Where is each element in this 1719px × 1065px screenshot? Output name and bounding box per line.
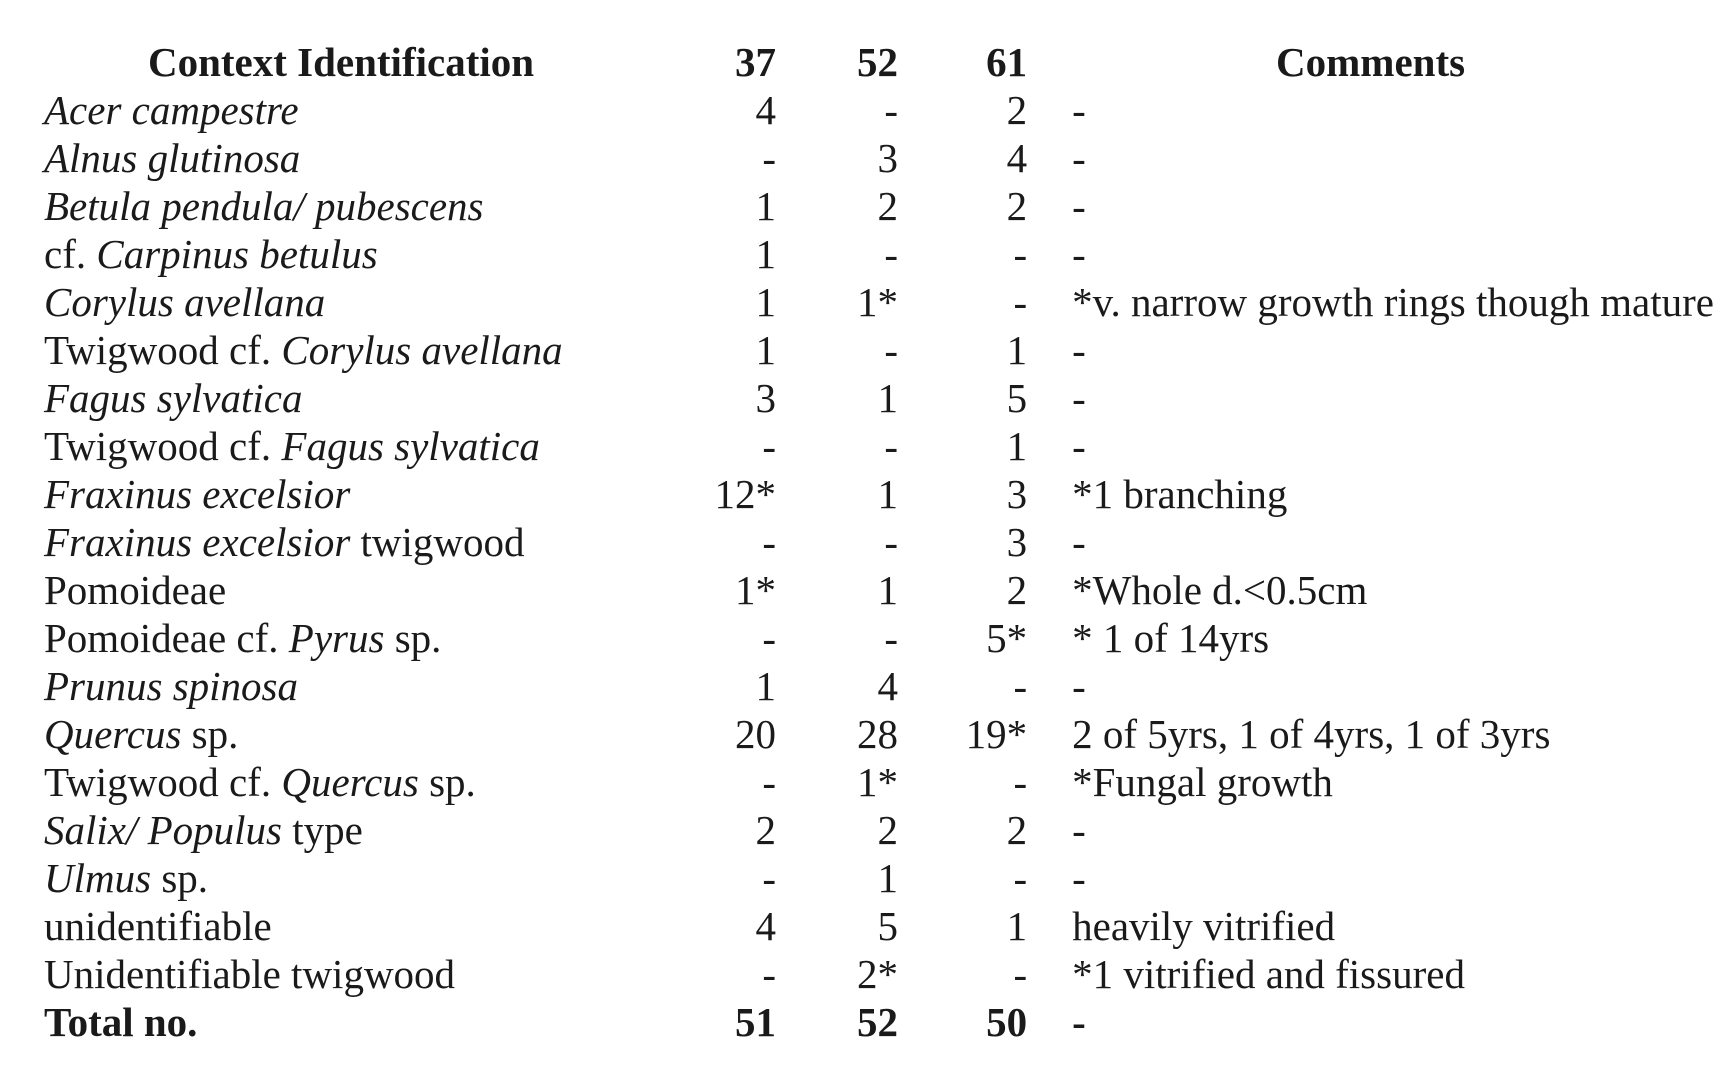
table-row [44, 902, 1714, 950]
table-row [44, 566, 1714, 614]
cell-taxon-name [44, 374, 638, 422]
taxon-name-italic: Alnus glutinosa [44, 134, 301, 181]
cell-context-52: - [884, 614, 898, 661]
cell-context-61: 1 [1006, 902, 1028, 949]
cell-context-37: 3 [755, 374, 777, 421]
cell-taxon-name [44, 950, 638, 998]
cell-comment: - [1072, 422, 1086, 469]
taxon-name-text: Unidentifiable twigwood [44, 950, 456, 997]
document-page [44, 38, 1714, 1046]
cell-context-37: - [762, 854, 777, 901]
total-label: Total no. [44, 998, 198, 1045]
cell-context-61: - [1013, 662, 1028, 709]
cell-context-61: - [1013, 950, 1028, 997]
cell-taxon-name [44, 182, 638, 230]
taxon-name-text: sp. [384, 614, 442, 661]
taxon-name-text: Twigwood cf. [44, 422, 282, 469]
cell-context-61: 5* [986, 614, 1028, 661]
cell-comment: *Fungal growth [1072, 758, 1333, 805]
taxon-name-italic: Fraxinus excelsior [44, 470, 351, 517]
taxon-name-text: cf. [44, 230, 97, 277]
cell-taxon-name [44, 230, 638, 278]
cell-taxon-name [44, 614, 638, 662]
taxon-name-italic: Pyrus [288, 614, 385, 661]
table-row [44, 86, 1714, 134]
cell-context-52: - [884, 518, 898, 565]
cell-taxon-name [44, 326, 638, 374]
cell-context-52: - [884, 422, 898, 469]
cell-context-37: - [762, 134, 777, 181]
total-context-37: 51 [735, 998, 777, 1045]
taxon-name-italic: Ulmus [44, 854, 152, 901]
table-row [44, 662, 1714, 710]
cell-context-37: 1* [735, 566, 777, 613]
table-row [44, 182, 1714, 230]
cell-context-37: - [762, 950, 777, 997]
cell-taxon-name [44, 470, 638, 518]
cell-context-52: 2* [857, 950, 898, 997]
cell-comment: *1 branching [1072, 470, 1288, 517]
taxon-name-italic: Betula pendula/ pubescens [44, 182, 484, 229]
table-row [44, 710, 1714, 758]
cell-taxon-name [44, 566, 638, 614]
cell-comment: - [1072, 182, 1086, 229]
taxon-name-text: Pomoideae [44, 566, 227, 613]
taxon-name-text: type [282, 806, 363, 853]
cell-taxon-name [44, 902, 638, 950]
header-row [44, 38, 1714, 86]
header-comments: Comments [1276, 38, 1466, 85]
table-row [44, 518, 1714, 566]
taxon-name-italic: Salix/ Populus [44, 806, 283, 853]
cell-context-37: 1 [755, 326, 777, 373]
taxon-name-italic: Fraxinus excelsior [44, 518, 351, 565]
cell-context-37: 2 [755, 806, 777, 853]
total-context-52: 52 [857, 998, 898, 1045]
taxon-name-text: unidentifiable [44, 902, 272, 949]
cell-context-61: - [1013, 854, 1028, 901]
cell-context-52: 28 [857, 710, 898, 757]
header-context-52: 52 [857, 38, 898, 85]
cell-context-61: 1 [1006, 422, 1028, 469]
cell-context-37: - [762, 518, 777, 565]
cell-context-61: 1 [1006, 326, 1028, 373]
cell-context-37: - [762, 758, 777, 805]
cell-context-52: 2 [877, 806, 898, 853]
cell-comment: * 1 of 14yrs [1072, 614, 1270, 661]
cell-taxon-name [44, 662, 638, 710]
cell-taxon-name [44, 86, 638, 134]
cell-comment: - [1072, 86, 1086, 133]
cell-context-61: 19* [965, 710, 1028, 757]
cell-context-37: 1 [755, 182, 777, 229]
taxon-name-italic: Fagus sylvatica [44, 374, 303, 421]
total-context-61: 50 [986, 998, 1028, 1045]
cell-comment: - [1072, 374, 1086, 421]
cell-comment: - [1072, 326, 1086, 373]
cell-context-61: 3 [1006, 518, 1028, 565]
table-row [44, 374, 1714, 422]
taxon-name-text: sp. [181, 710, 239, 757]
cell-context-37: 4 [755, 86, 777, 133]
table-row [44, 230, 1714, 278]
table-row [44, 758, 1714, 806]
cell-taxon-name [44, 854, 638, 902]
taxon-name-text: Twigwood cf. [44, 758, 282, 805]
cell-context-52: 1 [877, 470, 898, 517]
cell-comment: *v. narrow growth rings though mature [1072, 278, 1714, 325]
table-row [44, 422, 1714, 470]
cell-context-61: - [1013, 278, 1028, 325]
cell-comment: - [1072, 134, 1086, 181]
table-row [44, 854, 1714, 902]
cell-context-52: - [884, 230, 898, 277]
taxon-name-text: Pomoideae cf. [44, 614, 289, 661]
cell-context-37: 4 [755, 902, 777, 949]
cell-comment: heavily vitrified [1072, 902, 1336, 949]
cell-taxon-name [44, 422, 638, 470]
cell-context-37: 20 [735, 710, 777, 757]
cell-context-37: - [762, 422, 777, 469]
taxon-name-italic: Prunus spinosa [44, 662, 299, 709]
header-context-61: 61 [986, 38, 1028, 85]
table-row [44, 470, 1714, 518]
cell-taxon-name [44, 806, 638, 854]
table-row [44, 278, 1714, 326]
cell-context-52: 2 [877, 182, 898, 229]
total-comment: - [1072, 998, 1086, 1045]
cell-taxon-name [44, 278, 638, 326]
cell-context-52: - [884, 86, 898, 133]
cell-context-37: 1 [755, 278, 777, 325]
cell-comment: *1 vitrified and fissured [1072, 950, 1465, 997]
table-row [44, 806, 1714, 854]
taxon-name-text: sp. [418, 758, 476, 805]
taxon-name-italic: Quercus [44, 710, 182, 757]
table-row [44, 326, 1714, 374]
cell-taxon-name [44, 710, 638, 758]
charcoal-identification-table [44, 38, 1714, 1046]
cell-comment: *Whole d.<0.5cm [1072, 566, 1368, 613]
cell-context-52: 1 [877, 566, 898, 613]
taxon-name-italic: Corylus avellana [281, 326, 563, 373]
taxon-name-italic: Quercus [281, 758, 419, 805]
cell-context-52: 3 [877, 134, 898, 181]
taxon-name-italic: Fagus sylvatica [281, 422, 540, 469]
taxon-name-italic: Carpinus betulus [96, 230, 378, 277]
cell-context-37: 1 [755, 230, 777, 277]
table-row [44, 614, 1714, 662]
cell-context-37: 12* [714, 470, 777, 517]
cell-context-52: 1 [877, 374, 898, 421]
taxon-name-text: sp. [151, 854, 209, 901]
cell-context-52: 1 [877, 854, 898, 901]
taxon-name-italic: Acer campestre [44, 86, 299, 133]
cell-context-61: 2 [1006, 182, 1028, 229]
header-context-37: 37 [735, 38, 777, 85]
cell-comment: - [1072, 854, 1086, 901]
cell-comment: - [1072, 518, 1086, 565]
cell-context-61: 2 [1006, 86, 1028, 133]
cell-context-61: - [1013, 758, 1028, 805]
cell-taxon-name [44, 518, 638, 566]
table-body [44, 86, 1714, 998]
cell-comment: 2 of 5yrs, 1 of 4yrs, 1 of 3yrs [1072, 710, 1551, 757]
cell-context-61: 4 [1006, 134, 1028, 181]
taxon-name-text: twigwood [350, 518, 525, 565]
taxon-name-text: Twigwood cf. [44, 326, 282, 373]
cell-context-52: 1* [857, 278, 898, 325]
taxon-name-italic: Corylus avellana [44, 278, 326, 325]
cell-context-37: 1 [755, 662, 777, 709]
header-context-identification: Context Identification [147, 38, 535, 85]
cell-context-61: 5 [1006, 374, 1028, 421]
cell-context-52: 4 [877, 662, 898, 709]
cell-taxon-name [44, 134, 638, 182]
cell-context-52: 1* [857, 758, 898, 805]
cell-context-61: 2 [1006, 566, 1028, 613]
cell-comment: - [1072, 230, 1086, 277]
cell-context-61: 3 [1006, 470, 1028, 517]
cell-context-37: - [762, 614, 777, 661]
cell-context-61: 2 [1006, 806, 1028, 853]
table-row [44, 950, 1714, 998]
cell-context-61: - [1013, 230, 1028, 277]
total-row [44, 998, 1714, 1046]
cell-context-52: 5 [877, 902, 898, 949]
table-row [44, 134, 1714, 182]
cell-taxon-name [44, 758, 638, 806]
cell-comment: - [1072, 662, 1086, 709]
cell-context-52: - [884, 326, 898, 373]
cell-comment: - [1072, 806, 1086, 853]
